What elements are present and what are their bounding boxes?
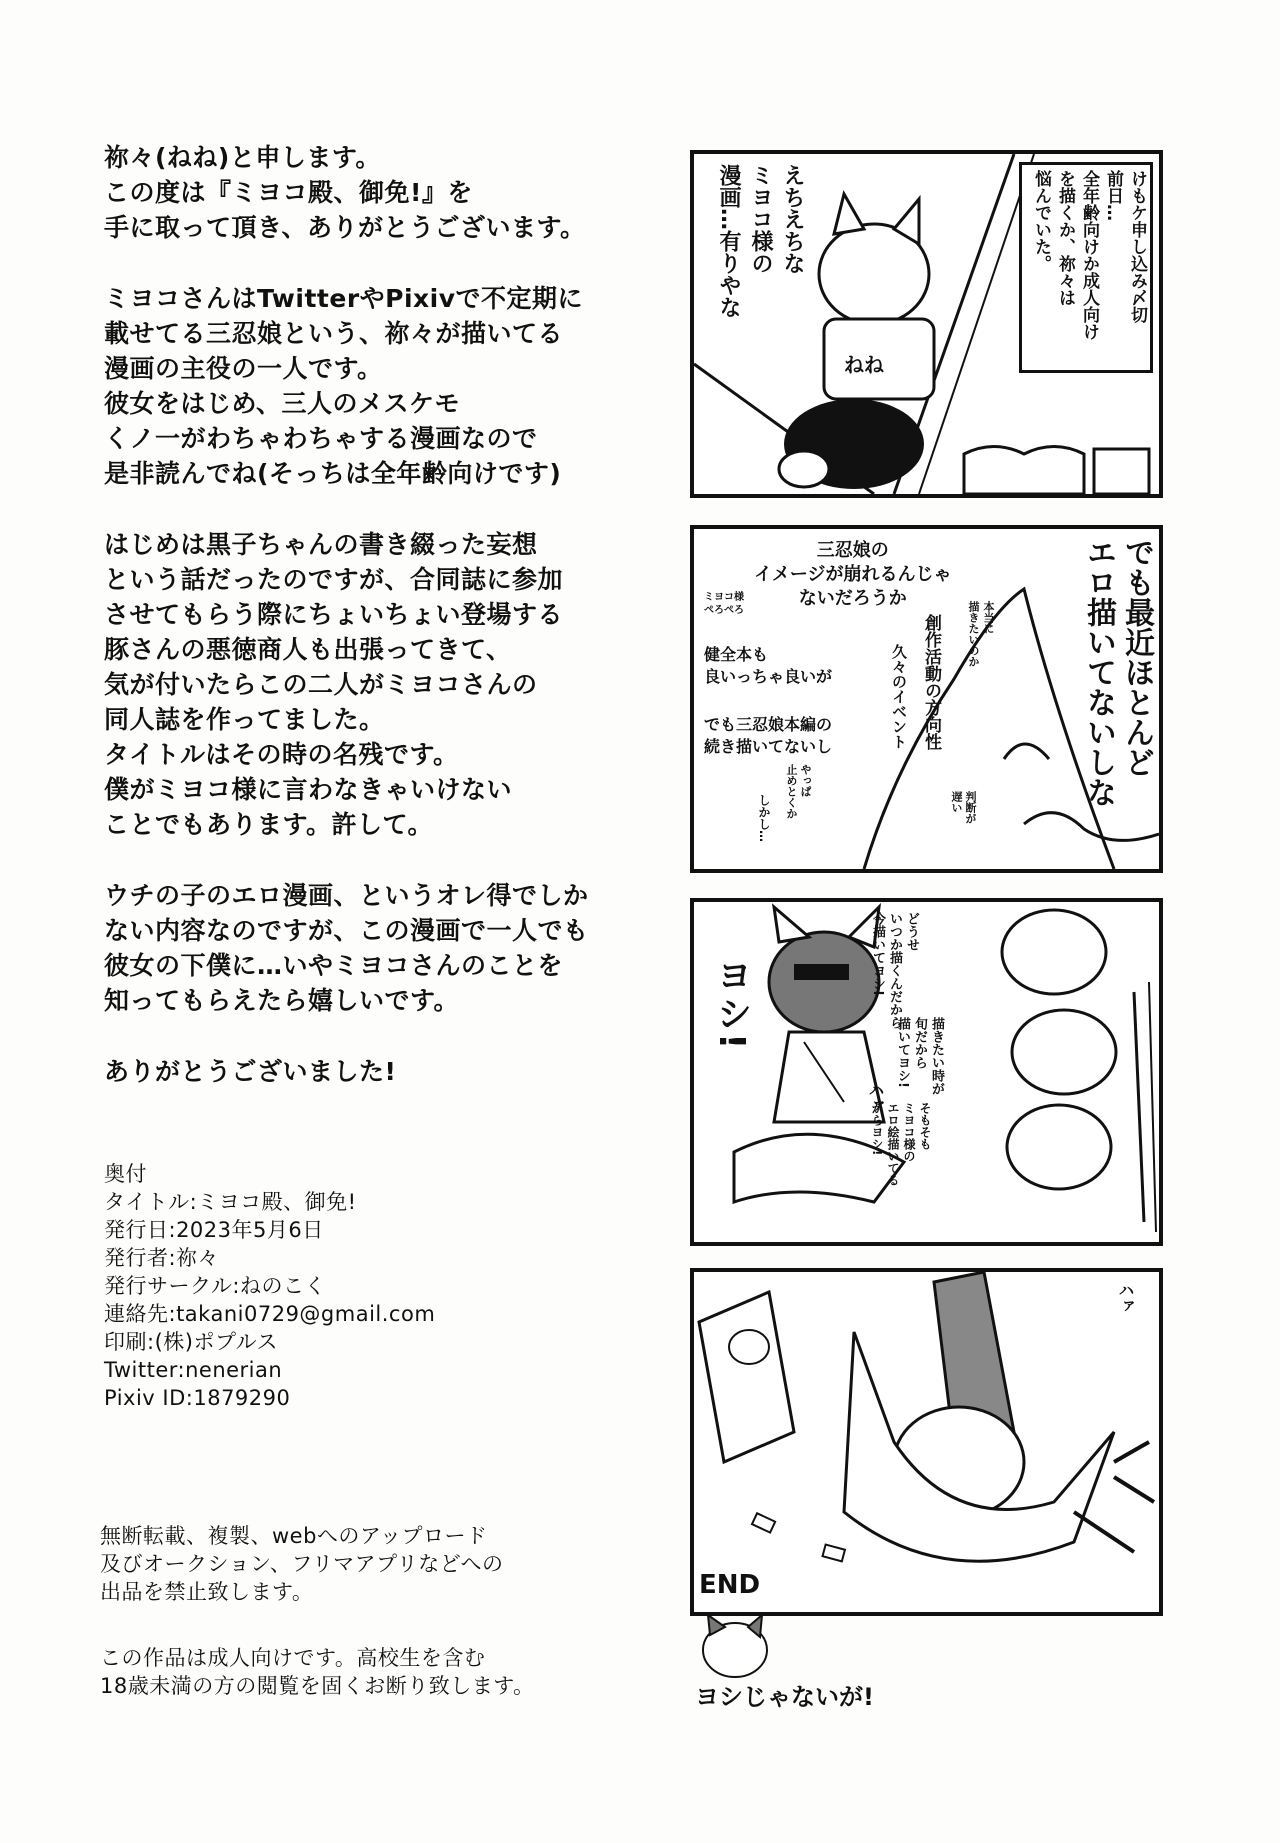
- yappa-line: 止めとくか: [785, 764, 798, 819]
- text-line: という話だったのですが、合同誌に参加: [104, 565, 564, 594]
- shirt-text: ねね: [844, 353, 884, 377]
- main-story-line: 続き描いてないし: [704, 737, 833, 756]
- panel-1-caption: [1029, 170, 1149, 365]
- panel-2-hisabisa: 久々のイベント: [890, 644, 908, 749]
- colophon-heading: 奥付: [104, 1162, 147, 1186]
- panel-1-speech: [712, 164, 808, 354]
- somosomo-line: そもそも: [918, 1102, 932, 1150]
- honto-line: 描きたいのか: [967, 601, 980, 667]
- thought-line: ないだろうか: [798, 588, 907, 609]
- panel-3-haa: ハァ: [866, 1082, 885, 1114]
- speech-line: えちえちな: [780, 164, 805, 274]
- text-line: この度は『ミヨコ殿、御免!』を: [104, 178, 473, 207]
- colophon-contact: 連絡先:takani0729@gmail.com: [104, 1302, 436, 1326]
- speech-line: 漫画…有りやな: [716, 164, 741, 318]
- panel-2-shikashi: しかし…: [757, 794, 771, 842]
- big-line: でも最近ほとんど: [1119, 537, 1154, 777]
- thanks-paragraph: [104, 1054, 674, 1089]
- handan-line: 判断が: [964, 791, 977, 824]
- text-line: 是非読んでね(そっちは全年齢向けです): [104, 459, 562, 488]
- somosomo-line: ミヨコ様の: [902, 1102, 916, 1162]
- honto-line: 本当に: [982, 601, 995, 634]
- panel-2-thought: [754, 539, 951, 611]
- healthy-line: 健全本も: [704, 645, 769, 664]
- colophon-circle: 発行サークル:ねのこく: [104, 1274, 326, 1298]
- end-label: END: [699, 1570, 761, 1600]
- shun-line: 旬だから: [912, 1017, 927, 1069]
- caption-line: 前日…: [1103, 170, 1123, 221]
- big-line: エロ描いてないしな: [1081, 537, 1116, 807]
- footer-character: [690, 1615, 930, 1710]
- panel-3-shun: [894, 1017, 945, 1095]
- miyoko-paragraph: [104, 281, 674, 491]
- text-line: 手に取って頂き、ありがとうございます。: [104, 213, 586, 242]
- caption-line: 全年齢向けか成人向け: [1079, 170, 1099, 340]
- somosomo-line: からヨシ!: [870, 1102, 884, 1156]
- shun-line: 描いてヨシ!: [895, 1017, 910, 1088]
- origin-paragraph: [104, 527, 674, 842]
- text-line: 出品を禁止致します。: [100, 1580, 314, 1604]
- colophon: [104, 1160, 604, 1412]
- text-line: 及びオークション、フリマアプリなどへの: [100, 1552, 504, 1576]
- text-line: させてもらう際にちょいちょい登場する: [104, 600, 564, 629]
- age-notice: [100, 1644, 660, 1700]
- douse-line: どうせ: [904, 912, 919, 951]
- text-line: 彼女をはじめ、三人のメスケモ: [104, 389, 461, 418]
- panel-2-sousaku: 創作活動の方向性: [921, 614, 941, 750]
- text-line: 同人誌を作ってました。: [104, 705, 385, 734]
- text-line: 載せてる三忍娘という、祢々が描いてる: [104, 319, 564, 348]
- text-line: 彼女の下僕に…いやミヨコさんのことを: [104, 951, 564, 980]
- text-line: ない内容なのですが、この漫画で一人でも: [104, 916, 589, 945]
- thanks-line: ありがとうございました!: [104, 1057, 397, 1086]
- yappa-line: やっぱ: [799, 764, 812, 797]
- douse-line: 今描いてヨシ!: [870, 912, 885, 996]
- panel-4-haa: ハァ: [1116, 1282, 1135, 1314]
- handan-line: 遅い: [950, 791, 963, 813]
- panel-2-honto: [966, 601, 996, 667]
- comic-panel-1: [690, 150, 1163, 498]
- colophon-publisher: 発行者:祢々: [104, 1246, 220, 1270]
- colophon-title: タイトル:ミヨコ殿、御免!: [104, 1190, 357, 1214]
- afterword-text: [104, 140, 674, 1125]
- shun-line: 描きたい時が: [929, 1017, 944, 1095]
- panel-2-small: [704, 591, 744, 617]
- speech-line: ミヨコ様の: [748, 164, 773, 274]
- douse-line: いつか描くんだから: [887, 912, 902, 1029]
- panel-2-healthy: [704, 644, 832, 688]
- panel-3-somosomo: [869, 1102, 933, 1186]
- thought-line: 三忍娘の: [816, 540, 889, 561]
- panel-4-art: [694, 1272, 1159, 1612]
- comic-panel-4: [690, 1268, 1163, 1616]
- caption-line: を描くか、祢々は: [1055, 170, 1075, 306]
- panel-3-douse: [869, 912, 920, 1029]
- colophon-pixiv: Pixiv ID:1879290: [104, 1386, 291, 1410]
- text-line: 気が付いたらこの二人がミヨコさんの: [104, 670, 538, 699]
- panel-3-yoshi: ヨシ!: [711, 957, 752, 1052]
- copyright-notice: [100, 1522, 660, 1606]
- caption-line: 悩んでいた。: [1031, 170, 1051, 272]
- text-line: 僕がミヨコ様に言わなきゃいけない: [104, 775, 513, 804]
- text-line: くノ一がわちゃわちゃする漫画なので: [104, 424, 538, 453]
- caption-line: けもケ申し込み〆切: [1127, 170, 1147, 323]
- text-line: 18歳未満の方の閲覧を固くお断り致します。: [100, 1674, 535, 1698]
- text-line: この作品は成人向けです。高校生を含む: [100, 1646, 486, 1670]
- text-line: ウチの子のエロ漫画、というオレ得でしか: [104, 881, 589, 910]
- panel-2-yappa: [784, 764, 812, 819]
- healthy-line: 良いっちゃ良いが: [704, 667, 833, 686]
- small-line: ミヨコ様: [704, 592, 744, 603]
- thought-line: イメージが崩れるんじゃ: [754, 564, 952, 585]
- somosomo-line: エロ絵描いてる: [886, 1102, 900, 1186]
- text-line: ことでもあります。許して。: [104, 810, 434, 839]
- colophon-printer: 印刷:(株)ポプルス: [104, 1330, 278, 1354]
- colophon-twitter: Twitter:nenerian: [104, 1358, 283, 1382]
- comic-panel-3: [690, 898, 1163, 1246]
- comic-panel-2: [690, 525, 1163, 873]
- text-line: 祢々(ねね)と申します。: [104, 143, 381, 172]
- panel-2-handan: [949, 791, 977, 824]
- small-line: ぺろぺろ: [704, 605, 744, 616]
- text-line: 無断転載、複製、webへのアップロード: [100, 1524, 488, 1548]
- hope-paragraph: [104, 878, 674, 1018]
- text-line: 知ってもらえたら嬉しいです。: [104, 986, 460, 1015]
- text-line: 豚さんの悪徳商人も出張ってきて、: [104, 635, 512, 664]
- colophon-date: 発行日:2023年5月6日: [104, 1218, 324, 1242]
- panel-2-main-story: [704, 714, 832, 758]
- main-story-line: でも三忍娘本編の: [704, 715, 833, 734]
- intro-paragraph: [104, 140, 674, 245]
- text-line: タイトルはその時の名残です。: [104, 740, 459, 769]
- text-line: 漫画の主役の一人です。: [104, 354, 383, 383]
- panel-2-big-text: [1079, 537, 1155, 857]
- text-line: ミヨコさんはTwitterやPixivで不定期に: [104, 284, 584, 313]
- footer-speech: ヨシじゃないが!: [695, 1683, 874, 1711]
- text-line: はじめは黒子ちゃんの書き綴った妄想: [104, 530, 538, 559]
